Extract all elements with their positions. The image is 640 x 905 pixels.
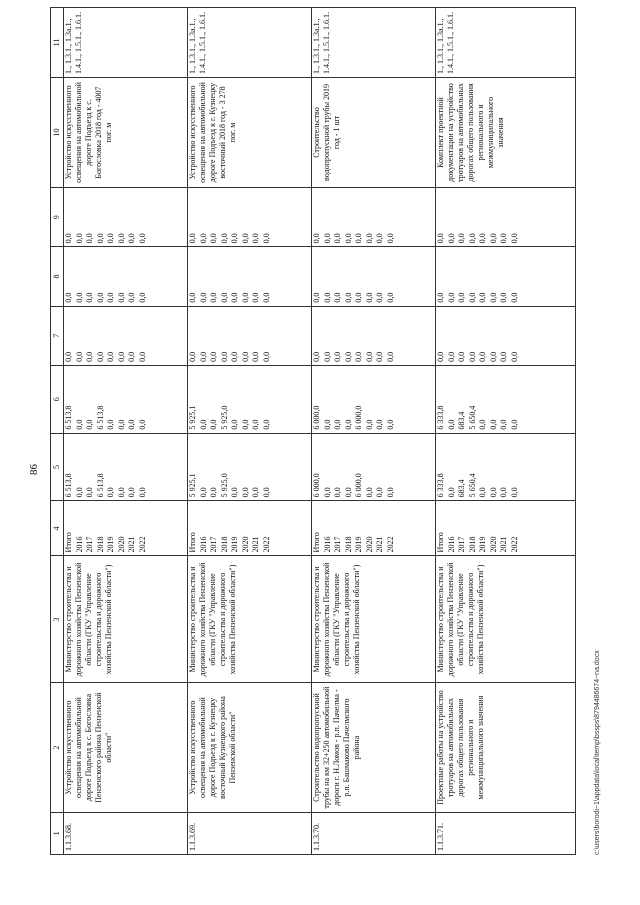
year-cell-value: 2021 [499,536,508,553]
col7-cell [64,306,188,365]
col5-cell-value: 0,0 [251,487,260,498]
col8-cell-value: 0,0 [116,292,126,303]
col6-cell-value: 0,0 [198,419,208,430]
table-row [312,8,436,855]
col7-cell-value: 0,0 [488,351,498,362]
page-number: 86 [28,464,40,475]
col9-cell-value: 0,0 [209,233,218,244]
col9-cell-value: 0,0 [106,233,115,244]
indicator-codes: 1., 1.3.1., 1.3а.1., 1.4.1., 1.5.1., 1.6.1. [436,8,576,78]
col8-cell-value: 0,0 [467,292,477,303]
col6-cell-value: 0,0 [106,419,115,430]
col9-cell-value: 0,0 [95,233,105,244]
col5-cell-value: 0,0 [74,487,84,498]
col7-cell-value: 0,0 [457,351,466,362]
col6-cell-value: 6 513,8 [95,405,105,430]
col7-cell-value: 0,0 [251,351,260,362]
col7-cell-value: 0,0 [322,351,332,362]
year-cell-value: 2021 [251,536,260,553]
year-cell-value: 2021 [127,536,136,553]
col6-cell-value: 0,0 [127,419,136,430]
col6-cell-value: 0,0 [488,419,498,430]
col6-cell-value: 0,0 [343,419,353,430]
table-row [188,8,312,855]
col6-cell-value: 0,0 [446,419,456,430]
col7-cell-value: 0,0 [478,351,487,362]
col8-cell-value: 0,0 [333,292,342,303]
col8-cell-value: 0,0 [127,292,136,303]
row-number: 1.1.3.71. [436,812,576,854]
measure-name: Устройство искусственного освещения на автомобильной дороге Подъезд к с. Богословка Пензенского района Пензенской области" [64,683,188,812]
col7-cell-value: 0,0 [74,351,84,362]
col5-cell-value: 0,0 [385,487,395,498]
year-cell-value: Итого [312,532,321,553]
header-cell: 10 [51,77,64,187]
year-cell-value: 2020 [240,536,250,553]
col5-cell-value: 0,0 [127,487,136,498]
col9-cell-value: 0,0 [436,233,445,244]
col5-cell-value: 0,0 [478,487,487,498]
col8-cell-value: 0,0 [64,292,73,303]
col7-cell-value: 0,0 [343,351,353,362]
col6-cell-value: 0,0 [478,419,487,430]
col6-cell-value: 6 000,0 [354,405,363,430]
year-cell-value: 2016 [198,536,208,553]
col8-cell [188,247,312,306]
indicator-codes: 1., 1.3.1., 1.3а.1., 1.4.1., 1.5.1., 1.6.1. [312,8,436,78]
col6-cell-value: 0,0 [364,419,374,430]
col8-cell-value: 0,0 [457,292,466,303]
col5-cell-value: 0,0 [333,487,342,498]
col9-cell-value: 0,0 [312,233,321,244]
year-cell-value: 2019 [354,536,363,553]
executor: Министерство строительства и дорожного хозяйства Пензенской области (ГКУ "Управление строительства и дорожного хозяйства Пензенской области") [312,556,436,683]
year-cell-value: 2020 [116,536,126,553]
col6-cell-value: 6 513,8 [64,405,73,430]
header-cell: 2 [51,683,64,812]
col8-cell-value: 0,0 [85,292,94,303]
col8-cell-value: 0,0 [322,292,332,303]
col7-cell-value: 0,0 [312,351,321,362]
col9-cell-value: 0,0 [364,233,374,244]
result-description: Строительство водопропускной трубы 2019 год - 1 шт [312,77,436,187]
col9-cell-value: 0,0 [188,233,197,244]
col9-cell-value: 0,0 [354,233,363,244]
header-cell: 7 [51,306,64,365]
col5-cell [64,433,188,501]
col9-cell [188,188,312,247]
year-cell-value: 2018 [467,536,477,553]
header-cell: 6 [51,365,64,433]
indicator-codes: 1., 1.3.1., 1.3а.1., 1.4.1., 1.5.1., 1.6.1. [64,8,188,78]
year-cell-value: 2022 [137,536,147,553]
col5-cell-value: 0,0 [230,487,239,498]
header-cell: 11 [51,8,64,78]
col5-cell-value: 6 333,8 [436,473,445,498]
year-cell-value: 2022 [261,536,271,553]
col9-cell-value: 0,0 [509,233,519,244]
col7-cell-value: 0,0 [127,351,136,362]
col8-cell-value: 0,0 [436,292,445,303]
col9-cell-value: 0,0 [219,233,229,244]
col9-cell-value: 0,0 [499,233,508,244]
col9-cell [64,188,188,247]
indicator-codes: 1., 1.3.1., 1.3а.1., 1.4.1., 1.5.1., 1.6.1. [188,8,312,78]
col7-cell-value: 0,0 [106,351,115,362]
col8-cell-value: 0,0 [312,292,321,303]
header-cell: 1 [51,812,64,854]
row-number: 1.1.3.68. [64,812,188,854]
col6-cell [188,365,312,433]
col7-cell [312,306,436,365]
year-cell-value: 2017 [333,536,342,553]
col8-cell-value: 0,0 [198,292,208,303]
year-cell-value: 2017 [209,536,218,553]
col7-cell-value: 0,0 [446,351,456,362]
col8-cell-value: 0,0 [74,292,84,303]
col5-cell-value: 5 925,1 [188,473,197,498]
col7-cell-value: 0,0 [188,351,197,362]
col5-cell-value: 0,0 [488,487,498,498]
col8-cell [436,247,576,306]
col5-cell-value: 0,0 [106,487,115,498]
col7-cell-value: 0,0 [467,351,477,362]
year-cell-value: 2017 [457,536,466,553]
col7-cell-value: 0,0 [85,351,94,362]
year-cell-value: 2016 [446,536,456,553]
col7-cell-value: 0,0 [240,351,250,362]
col9-cell-value: 0,0 [467,233,477,244]
col5-cell-value: 6 513,8 [95,473,105,498]
executor: Министерство строительства и дорожного хозяйства Пензенской области (ГКУ "Управление строительства и дорожного хозяйства Пензенской области") [64,556,188,683]
col6-cell-value: 0,0 [385,419,395,430]
col5-cell-value: 6 000,0 [312,473,321,498]
col9-cell-value: 0,0 [116,233,126,244]
col6-cell-value: 683,4 [457,411,466,430]
col5-cell-value: 5 650,4 [467,473,477,498]
executor: Министерство строительства и дорожного хозяйства Пензенской области (ГКУ "Управление строительства и дорожного хозяйства Пензенской области") [436,556,576,683]
col8-cell-value: 0,0 [509,292,519,303]
year-cell-value: 2018 [219,536,229,553]
year-cell-value: 2022 [385,536,395,553]
year-cell-value: 2018 [343,536,353,553]
col9-cell-value: 0,0 [478,233,487,244]
col6-cell-value: 6 333,8 [436,405,445,430]
col5-cell-value: 5 925,0 [219,473,229,498]
year-cell [312,501,436,556]
year-cell-value: 2016 [74,536,84,553]
col5-cell-value: 0,0 [509,487,519,498]
col6-cell-value: 0,0 [116,419,126,430]
col8-cell-value: 0,0 [188,292,197,303]
col8-cell-value: 0,0 [230,292,239,303]
col9-cell-value: 0,0 [64,233,73,244]
col9-cell [436,188,576,247]
col9-cell-value: 0,0 [322,233,332,244]
executor: Министерство строительства и дорожного хозяйства Пензенской области (ГКУ "Управление строительства и дорожного хозяйства Пензенской области") [188,556,312,683]
col8-cell-value: 0,0 [261,292,271,303]
measure-name: Строительство водопропускной трубы на км 32+250 автомобильной дороги г. Н.Ломов - р.п. Пачелма - р.п. Башмаково Пачелмского района [312,683,436,812]
result-description: Устройство искусственного освещения на автомобильной дороге Подъезд к г. Кузнецку восточный 2018 год - 3 278 пог. м [188,77,312,187]
col6-cell-value: 6 000,0 [312,405,321,430]
col7-cell [436,306,576,365]
col5-cell-value: 0,0 [85,487,94,498]
col7-cell-value: 0,0 [385,351,395,362]
col9-cell-value: 0,0 [261,233,271,244]
col7-cell-value: 0,0 [436,351,445,362]
col5-cell-value: 0,0 [364,487,374,498]
col9-cell-value: 0,0 [343,233,353,244]
year-cell-value: Итого [64,532,73,553]
col8-cell-value: 0,0 [240,292,250,303]
col6-cell-value: 0,0 [333,419,342,430]
year-cell-value: 2019 [478,536,487,553]
col5-cell-value: 683,4 [457,479,466,498]
year-cell-value: 2020 [364,536,374,553]
header-cell: 9 [51,188,64,247]
col7-cell-value: 0,0 [219,351,229,362]
col6-cell-value: 0,0 [137,419,147,430]
col6-cell-value: 0,0 [375,419,384,430]
result-description: Устройство искусственного освещения на автомобильной дороге Подъезд к с. Богословка 2018 год - 4007 пог. м [64,77,188,187]
col8-cell-value: 0,0 [95,292,105,303]
col7-cell-value: 0,0 [116,351,126,362]
result-description: Комплект проектной документации на устройство тротуаров на автомобильных дорогах общего пользования регионального и межмуниципального значения [436,77,576,187]
col7-cell-value: 0,0 [261,351,271,362]
col7-cell-value: 0,0 [509,351,519,362]
year-cell-value: 2021 [375,536,384,553]
col6-cell [436,365,576,433]
col7-cell-value: 0,0 [364,351,374,362]
col6-cell [64,365,188,433]
year-cell [188,501,312,556]
col6-cell-value: 0,0 [240,419,250,430]
col8-cell-value: 0,0 [499,292,508,303]
col7-cell-value: 0,0 [230,351,239,362]
col9-cell-value: 0,0 [385,233,395,244]
col8-cell-value: 0,0 [106,292,115,303]
col6-cell-value: 0,0 [85,419,94,430]
col8-cell-value: 0,0 [364,292,374,303]
col7-cell-value: 0,0 [333,351,342,362]
col6-cell-value: 0,0 [230,419,239,430]
year-cell-value: 2018 [95,536,105,553]
col8-cell-value: 0,0 [488,292,498,303]
year-cell-value: 2019 [106,536,115,553]
year-cell-value: 2022 [509,536,519,553]
year-cell [436,501,576,556]
col8-cell-value: 0,0 [137,292,147,303]
col5-cell [188,433,312,501]
row-number: 1.1.3.69. [188,812,312,854]
col8-cell [64,247,188,306]
col5-cell-value: 0,0 [137,487,147,498]
col6-cell-value: 0,0 [322,419,332,430]
col8-cell-value: 0,0 [385,292,395,303]
header-cell: 8 [51,247,64,306]
col5-cell-value: 0,0 [209,487,218,498]
year-cell-value: 2017 [85,536,94,553]
col7-cell-value: 0,0 [198,351,208,362]
col8-cell-value: 0,0 [343,292,353,303]
col8-cell-value: 0,0 [375,292,384,303]
col7-cell-value: 0,0 [95,351,105,362]
col6-cell-value: 5 925,0 [219,405,229,430]
measure-name: Проектные работы на устройство тротуаров на автомобильных дорогах общего пользования регионального и межмуниципального значения [436,683,576,812]
col5-cell-value: 0,0 [198,487,208,498]
header-cell: 3 [51,556,64,683]
header-row [51,8,64,855]
col5-cell-value: 0,0 [240,487,250,498]
col6-cell [312,365,436,433]
year-cell-value: 2016 [322,536,332,553]
col7-cell-value: 0,0 [137,351,147,362]
col9-cell-value: 0,0 [127,233,136,244]
col9-cell-value: 0,0 [198,233,208,244]
col7-cell-value: 0,0 [499,351,508,362]
year-cell-value: 2019 [230,536,239,553]
col8-cell-value: 0,0 [354,292,363,303]
col9-cell-value: 0,0 [240,233,250,244]
col9-cell-value: 0,0 [85,233,94,244]
col5-cell-value: 0,0 [261,487,271,498]
col9-cell-value: 0,0 [446,233,456,244]
year-cell-value: 2020 [488,536,498,553]
year-cell-value: Итого [188,532,197,553]
footer-file-path: c:\users\borodi~1\appdata\local\temp\bssps\8794486674~na.docx [594,650,601,855]
table-row [436,8,576,855]
col6-cell-value: 0,0 [74,419,84,430]
col7-cell [188,306,312,365]
header-cell: 4 [51,501,64,556]
col9-cell-value: 0,0 [230,233,239,244]
row-number: 1.1.3.70. [312,812,436,854]
col9-cell-value: 0,0 [375,233,384,244]
col9-cell-value: 0,0 [333,233,342,244]
col6-cell-value: 5 925,1 [188,405,197,430]
col9-cell-value: 0,0 [74,233,84,244]
col9-cell [312,188,436,247]
col8-cell-value: 0,0 [446,292,456,303]
col6-cell-value: 0,0 [251,419,260,430]
col5-cell-value: 0,0 [499,487,508,498]
col9-cell-value: 0,0 [251,233,260,244]
measure-name: Устройство искусственного освещения на автомобильной дороге Подъезд к г. Кузнецку восточный Кузнецкого района Пензенской области" [188,683,312,812]
col6-cell-value: 0,0 [209,419,218,430]
year-cell-value: Итого [436,532,445,553]
col8-cell-value: 0,0 [209,292,218,303]
col7-cell-value: 0,0 [209,351,218,362]
col9-cell-value: 0,0 [457,233,466,244]
year-cell [64,501,188,556]
col8-cell [312,247,436,306]
col6-cell-value: 0,0 [509,419,519,430]
col9-cell-value: 0,0 [488,233,498,244]
table-row [64,8,188,855]
col5-cell-value: 0,0 [343,487,353,498]
header-cell: 5 [51,433,64,501]
col5-cell-value: 6 513,8 [64,473,73,498]
col5-cell-value: 0,0 [322,487,332,498]
col8-cell-value: 0,0 [251,292,260,303]
col6-cell-value: 0,0 [499,419,508,430]
col7-cell-value: 0,0 [375,351,384,362]
col6-cell-value: 0,0 [261,419,271,430]
col5-cell-value: 6 000,0 [354,473,363,498]
col5-cell-value: 0,0 [116,487,126,498]
col5-cell-value: 0,0 [446,487,456,498]
program-table [50,7,576,855]
col7-cell-value: 0,0 [354,351,363,362]
col9-cell-value: 0,0 [137,233,147,244]
col6-cell-value: 5 650,4 [467,405,477,430]
col5-cell-value: 0,0 [375,487,384,498]
col5-cell [312,433,436,501]
col5-cell [436,433,576,501]
col8-cell-value: 0,0 [219,292,229,303]
col7-cell-value: 0,0 [64,351,73,362]
col8-cell-value: 0,0 [478,292,487,303]
